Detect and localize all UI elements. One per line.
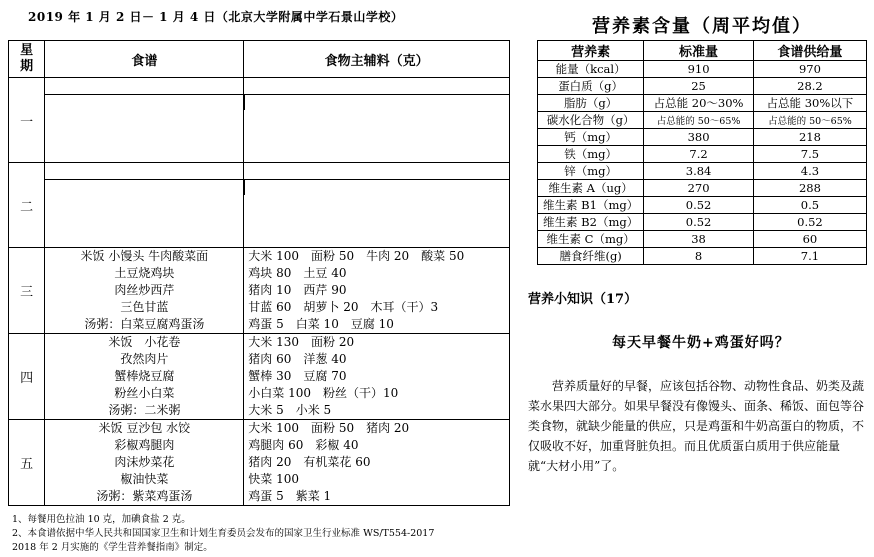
ingredient-item: 猪肉 20 有机菜花 60 [248, 455, 371, 469]
nutrition-header-nutrient: 营养素 [538, 41, 644, 61]
nutrition-row [538, 214, 867, 231]
ingredients-cell [244, 248, 510, 334]
ingredient-item: 鸡蛋 5 白菜 10 豆腐 10 [248, 317, 394, 331]
dish-item: 肉丝炒西芹 [114, 283, 175, 297]
supply-value: 60 [753, 231, 866, 248]
standard-value: 7.2 [644, 146, 754, 163]
tips-heading: 营养小知识（17） [528, 292, 638, 307]
dish-item: 彩椒鸡腿肉 [114, 438, 175, 452]
standard-value: 38 [644, 231, 754, 248]
supply-value: 0.5 [753, 197, 866, 214]
nutrition-title: 营养素含量（周平均值） [592, 16, 812, 37]
nutrient-name: 蛋白质（g） [538, 78, 644, 95]
menu-header-row [9, 41, 510, 78]
dish-item: 肉沫炒菜花 [114, 455, 175, 469]
nutrition-row [538, 180, 867, 197]
dish-item: 米饭 小馒头 牛肉酸菜面 [80, 249, 209, 263]
standard-value: 8 [644, 248, 754, 265]
dishes-cell [45, 420, 244, 506]
standard-value: 占总能 20～30% [644, 95, 754, 112]
ingredient-item: 快菜 100 [248, 472, 300, 486]
nutrient-name: 维生素 B2（mg） [538, 214, 644, 231]
supply-value: 218 [753, 129, 866, 146]
ingredient-item: 鸡蛋 5 紫菜 1 [248, 489, 332, 503]
dish-item: 汤粥：二米粥 [108, 403, 181, 417]
menu-row [9, 163, 510, 248]
supply-value: 占总能 30%以下 [753, 95, 866, 112]
ingredient-item: 甘蓝 60 胡萝卜 20 木耳（干）3 [248, 300, 439, 314]
ingredient-item: 蟹棒 30 豆腐 70 [248, 369, 347, 383]
nutrient-name: 锌（mg） [538, 163, 644, 180]
nutrition-row [538, 78, 867, 95]
standard-value: 380 [644, 129, 754, 146]
ingredient-item: 大米 100 面粉 50 猪肉 20 [248, 421, 410, 435]
ingredient-item: 大米 130 面粉 20 [248, 335, 355, 349]
dish-item: 米饭 小花卷 [108, 335, 181, 349]
supply-value: 970 [753, 61, 866, 78]
standard-value: 270 [644, 180, 754, 197]
dish-item: 孜然肉片 [120, 352, 169, 366]
page-title: 2019 年 1 月 2 日－ 1 月 4 日（北京大学附属中学石景山学校） [28, 10, 404, 24]
ingredient-item: 鸡腿肉 60 彩椒 40 [248, 438, 359, 452]
day-cell: 四 [9, 334, 45, 420]
menu-row [9, 248, 510, 334]
supply-value: 288 [753, 180, 866, 197]
tips-body: 营养质量好的早餐，应该包括谷物、动物性食品、奶类及蔬菜水果四大部分。如果早餐没有像馒头、面条、稀饭、面包等谷类食物，就缺少能量的供应，只是鸡蛋和牛奶高蛋白的物质，不仅吸收不好，加重肾脏负担。而且优质蛋白质用于供应能量就“大材小用”了。 [528, 379, 865, 473]
nutrient-name: 碳水化合物（g） [538, 112, 644, 129]
dish-item: 粉丝小白菜 [114, 386, 175, 400]
standard-value: 0.52 [644, 197, 754, 214]
header-dishes: 食谱 [45, 41, 244, 78]
ingredients-cell [244, 78, 510, 163]
dish-item: 汤粥：白菜豆腐鸡蛋汤 [84, 317, 205, 331]
nutrient-name: 能量（kcal） [538, 61, 644, 78]
ingredients-cell [244, 334, 510, 420]
dish-item: 土豆烧鸡块 [114, 266, 175, 280]
nutrient-name: 维生素 C（mg） [538, 231, 644, 248]
nutrient-name: 维生素 B1（mg） [538, 197, 644, 214]
nutrition-row [538, 163, 867, 180]
header-ingredients: 食物主辅料（克） [244, 41, 510, 78]
nutrition-row [538, 197, 867, 214]
ingredient-item: 大米 5 小米 5 [248, 403, 332, 417]
nutrient-name: 铁（mg） [538, 146, 644, 163]
ingredient-item: 猪肉 10 西芹 90 [248, 283, 347, 297]
dishes-cell [45, 163, 244, 248]
dish-item: 三色甘蓝 [120, 300, 169, 314]
footnote: 1、每餐用色拉油 10 克，加碘食盐 2 克。 [12, 514, 191, 525]
nutrition-row [538, 129, 867, 146]
nutrition-row [538, 95, 867, 112]
dishes-cell [45, 248, 244, 334]
nutrient-name: 脂肪（g） [538, 95, 644, 112]
ingredient-item: 大米 100 面粉 50 牛肉 20 酸菜 50 [248, 249, 465, 263]
nutrition-row [538, 146, 867, 163]
dish-item: 蟹棒烧豆腐 [114, 369, 175, 383]
supply-value: 28.2 [753, 78, 866, 95]
supply-value: 4.3 [753, 163, 866, 180]
standard-value: 25 [644, 78, 754, 95]
standard-value: 3.84 [644, 163, 754, 180]
supply-value: 占总能的 50～65% [753, 112, 866, 129]
nutrient-name: 钙（mg） [538, 129, 644, 146]
dish-item: 汤粥：紫菜鸡蛋汤 [96, 489, 193, 503]
menu-row [9, 334, 510, 420]
standard-value: 占总能的 50～65% [644, 112, 754, 129]
ingredient-item: 猪肉 60 洋葱 40 [248, 352, 347, 366]
ingredient-item: 小白菜 100 粉丝（干）10 [248, 386, 399, 400]
standard-value: 0.52 [644, 214, 754, 231]
nutrition-header-row [538, 41, 867, 61]
standard-value: 910 [644, 61, 754, 78]
dish-item: 椒油快菜 [120, 472, 169, 486]
nutrient-name: 膳食纤维(g) [538, 248, 644, 265]
menu-row [9, 78, 510, 163]
day-cell: 一 [9, 78, 45, 163]
footnote: 2、本食谱依据中华人民共和国国家卫生和计划生育委员会发布的国家卫生行业标准 WS/T554-2017 [12, 528, 435, 539]
dish-item: 米饭 豆沙包 水饺 [98, 421, 191, 435]
nutrition-header-supply: 食谱供给量 [753, 41, 866, 61]
nutrient-name: 维生素 A（ug） [538, 180, 644, 197]
footnote: 2018 年 2 月实施的《学生营养餐指南》制定。 [12, 542, 213, 553]
day-cell: 三 [9, 248, 45, 334]
footnotes [12, 513, 434, 555]
ingredient-item: 鸡块 80 土豆 40 [248, 266, 347, 280]
nutrition-row [538, 112, 867, 129]
dishes-cell [45, 334, 244, 420]
day-cell: 二 [9, 163, 45, 248]
tips-title: 每天早餐牛奶+鸡蛋好吗？ [612, 335, 790, 351]
day-cell: 五 [9, 420, 45, 506]
nutrition-row [538, 248, 867, 265]
supply-value: 7.5 [753, 146, 866, 163]
menu-row [9, 420, 510, 506]
ingredients-cell [244, 420, 510, 506]
menu-table [8, 40, 510, 506]
dishes-cell [45, 78, 244, 163]
nutrition-header-standard: 标准量 [644, 41, 754, 61]
supply-value: 7.1 [753, 248, 866, 265]
nutrition-row [538, 231, 867, 248]
supply-value: 0.52 [753, 214, 866, 231]
header-day: 星期 [9, 41, 45, 78]
nutrition-row [538, 61, 867, 78]
ingredients-cell [244, 163, 510, 248]
nutrition-table [537, 40, 867, 265]
